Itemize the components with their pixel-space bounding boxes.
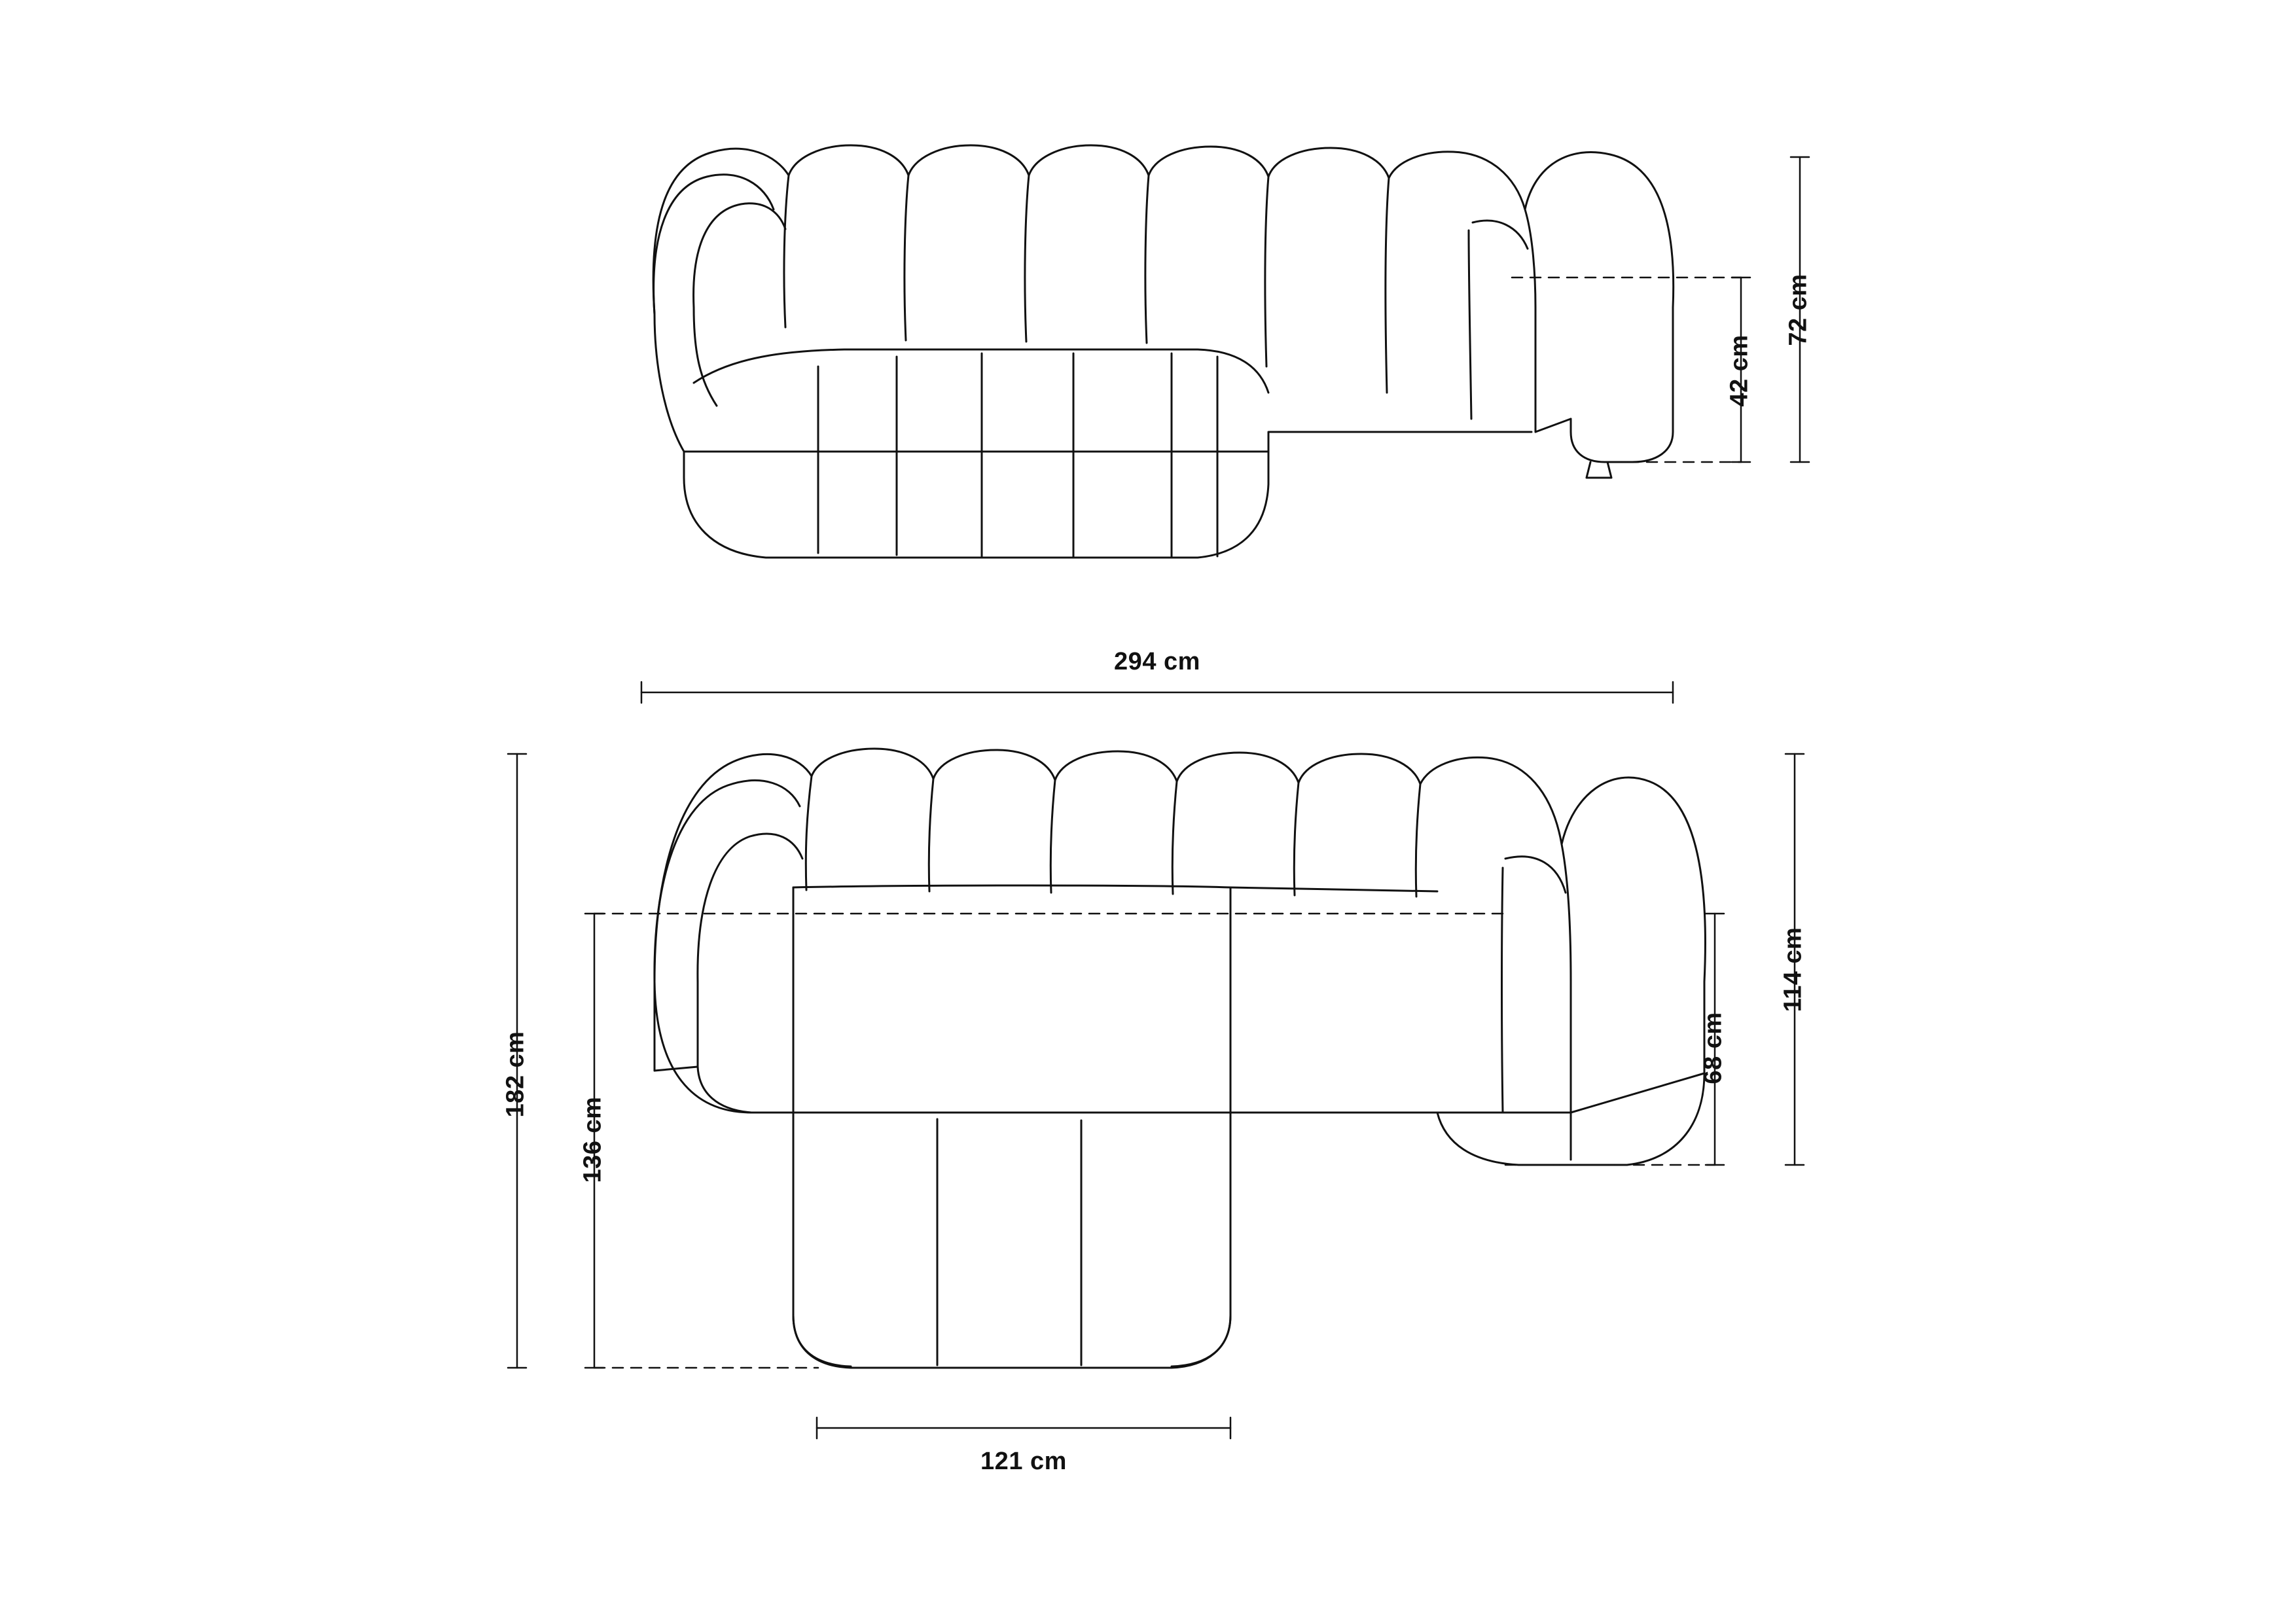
dimension-label-depth-114: 114 cm — [1779, 927, 1807, 1012]
dimension-label-width-294: 294 cm — [1114, 648, 1200, 675]
dimension-label-height-42: 42 cm — [1725, 334, 1753, 407]
width-dimension-line — [641, 682, 1673, 703]
dimension-label-width-121: 121 cm — [980, 1448, 1067, 1475]
dimension-label-depth-136: 136 cm — [579, 1096, 607, 1183]
front-view-sofa-outline — [653, 145, 1674, 558]
dimension-label-depth-182: 182 cm — [501, 1031, 529, 1118]
dimension-label-depth-68: 68 cm — [1699, 1012, 1727, 1084]
top-view-dimension-lines — [508, 754, 1804, 1438]
top-view-sofa-outline — [655, 749, 1706, 1368]
dimension-label-height-72: 72 cm — [1784, 274, 1812, 346]
